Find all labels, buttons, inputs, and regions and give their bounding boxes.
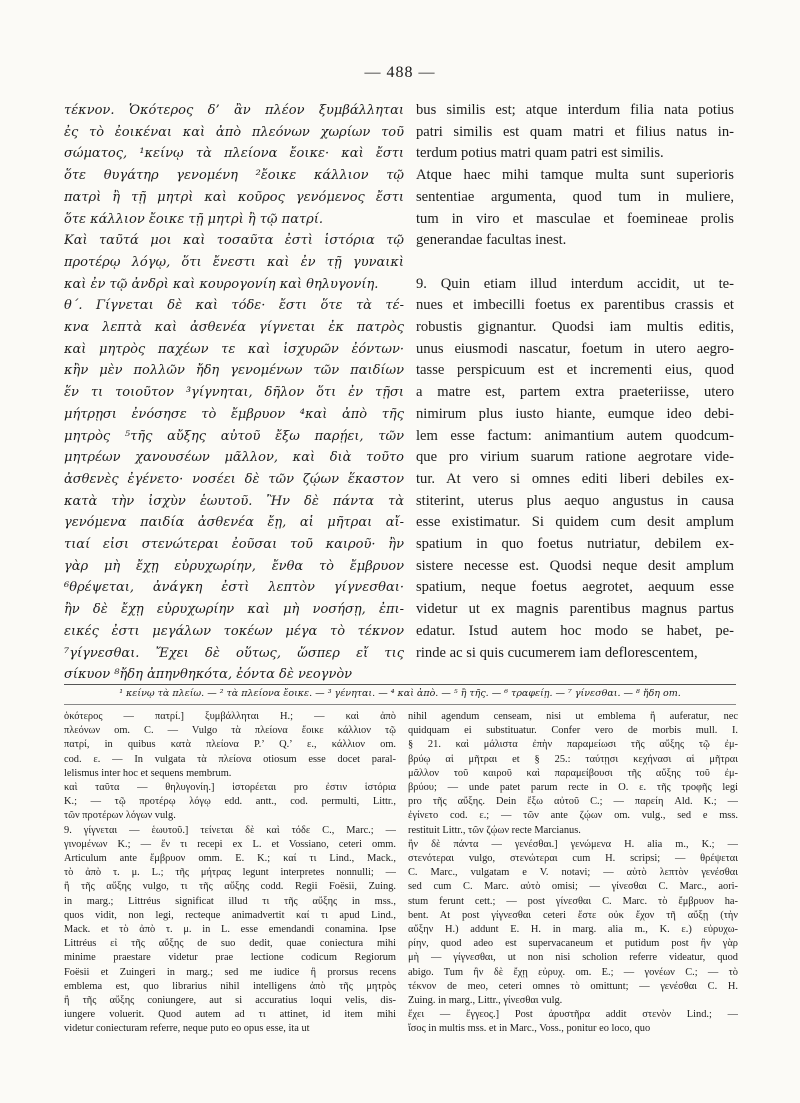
- latin-text-line: que pro virium suarum ratione aegrotare vide-: [416, 449, 734, 466]
- apparatus-line: C. Marc., vulgatam e V. notavi; — αὐτὸ λεπτὸν γενέσθαι: [408, 867, 738, 879]
- apparatus-line: sed cum C. Marc. αὐτὸ omisi; — γίνεσθαι C. Marc., aori-: [408, 881, 738, 893]
- latin-text-line: spatium, neque foetus aegrotet, aequum esse: [416, 579, 734, 596]
- apparatus-line: ἢν δὲ πάντα — γενέσθαι.] γενώμενα H. alia m., K.; —: [408, 838, 738, 850]
- greek-text-line: μητρέων χανουσέων μᾶλλον, καὶ διὰ τοῦτο: [64, 450, 404, 466]
- greek-text-line: πατρὶ ἢ τῇ μητρὶ καὶ κοῦρος γενόμενος ἔστι: [64, 189, 404, 205]
- greek-text-line: καὶ μητρὸς παχέων τε καὶ ἰσχυρῶν ἐόντων·: [64, 341, 404, 357]
- apparatus-line: quos vidit, non legi, recteque animadvertit καί τι apud Lind.,: [64, 909, 396, 921]
- apparatus-line: τέκνον de meo, ceteri omnes τὸ omittunt; — γενέσθαι C. H.: [408, 980, 738, 992]
- apparatus-line: Articulum ante ἔμβρυον omm. E. K.; καί τι Lind., Mack.,: [64, 853, 396, 865]
- apparatus-line: ἴσος in multis mss. et in Marc., Voss., ponitur eo loco, quo: [408, 1023, 651, 1035]
- apparatus-line: lelismus inter hoc et sequens membrum.: [64, 767, 232, 779]
- greek-text-line: γενόμενα παιδία ἀσθενέα ἔῃ, αἱ μῆτραι αἴ-: [64, 515, 404, 531]
- apparatus-line: 9. γίγνεται — ἑωυτοῦ.] τείνεται δὲ καὶ τόδε C., Marc.; —: [64, 824, 396, 836]
- latin-text-line: sententiae argumenta, quod tum in muliere,: [416, 188, 734, 205]
- footnotes: ¹ κείνῳ τὰ πλείω. — ² τὰ πλείονα ἔοικε. — ³ γένηται. — ⁴ καὶ ἀπὸ. — ⁵ ἢ τῆς. — ⁶ τραφείῃ. — ⁷ γίνεσθαι. — ⁸ ἤδη om.: [119, 688, 681, 699]
- latin-text-line: patri similis est quam matri et filius natus in-: [416, 123, 734, 140]
- greek-text-line: ὅτε κάλλιον ἔοικε τῇ μητρὶ ἢ τῷ πατρί.: [64, 211, 324, 227]
- apparatus-line: Mack. et τὸ ἀπὸ τ. μ. in L. esse emendandi conamina. Ipse: [64, 924, 396, 936]
- apparatus-divider: [64, 704, 736, 705]
- greek-text-line: τιαί εἰσι στενώτεραι ἐοῦσαι τοῦ καιροῦ· ἢν: [64, 537, 404, 553]
- latin-text-line: bus similis est; atque interdum filia nata potius: [416, 102, 734, 118]
- greek-text-line: προτέρῳ λόγῳ, ὅτι ἔνεστι καὶ ἐν τῇ γυναικὶ: [64, 254, 404, 270]
- latin-text-line: generandae facultas inest.: [416, 232, 567, 249]
- greek-text-line: θ΄. Γίγνεται δὲ καὶ τόδε· ἔστι ὅτε τὰ τέ-: [64, 298, 404, 314]
- page-number: — 488 —: [364, 64, 436, 81]
- latin-text-line: [416, 252, 734, 274]
- greek-text-line: ἀσθενὲς ἐγένετο· νοσέει δὲ τῶν ζῴων ἕκαστον: [64, 471, 404, 487]
- apparatus-line: stum ferunt cett.; — post γίνεσθαι C. Marc. τὸ ἔμβρυον ha-: [408, 895, 738, 907]
- latin-text-line: 9. Quin etiam illud interdum accidit, ut te-: [416, 275, 734, 292]
- latin-text-line: terdum potius matri quam patri est similis.: [416, 145, 664, 162]
- greek-text-line: σώματος, ¹κείνῳ τὰ πλείονα ἔοικε· καὶ ἔστι: [64, 146, 404, 162]
- apparatus-line: πλεόνων om. C. — Vulgo τὰ πλείονα ἔοικε κάλλιον τῷ: [64, 725, 396, 737]
- greek-text-line: μητρὸς ⁵τῆς αὔξης αὐτοῦ ἔξω παρῄει, τῶν: [64, 428, 404, 444]
- latin-text-line: spatium in quo foetus nutriatur, debilem ex-: [416, 536, 734, 553]
- latin-text-line: robustis gignantur. Quodsi iam multis editis,: [416, 319, 734, 336]
- apparatus-line: nihil agendum censeam, nisi ut emblema ἢ auferatur, nec: [408, 711, 738, 722]
- apparatus-line: ρίην, quod adeo est supervacaneum et putidum post ἢν γὰρ: [408, 938, 738, 950]
- apparatus-line: emblema est, quo librarius nihil intelligens ἀπὸ τῆς μητρὸς: [64, 980, 396, 992]
- apparatus-line: στενότεραι vulgo, στενώτεραι cum H. scripsi; — θρέψεται: [408, 853, 738, 865]
- apparatus-line: ἢ τῆς αὔξης vulgo, τι τῆς αὔξης codd. Regii Foësii, Zuing.: [64, 881, 396, 893]
- apparatus-line: Foësii et Zuingeri in marg.; sed me iudice ἢ prorsus recens: [64, 966, 396, 978]
- apparatus-line: § 21. καὶ μάλιστα ἐπὴν παραμείωσι τῆς αὔξης τῷ ἐμ-: [408, 739, 738, 751]
- apparatus-line: τῶν προτέρων λόγων vulg.: [64, 810, 176, 822]
- greek-text-line: ἢν δὲ ἔχῃ εὐρυχωρίην καὶ μὴ νοσήσῃ, ἐπι-: [64, 602, 404, 618]
- apparatus-line: cod. ε. — In vulgata τὰ πλείονα otiosum esse docet paral-: [64, 753, 396, 765]
- latin-text-line: videtur ut ex magnis parentibus magnus partus: [416, 601, 734, 618]
- latin-text-line: lem esse factum: animantium autem quodcum-: [416, 427, 734, 444]
- apparatus-line: videtur coniecturam referre, neque puto eo opus esse, ita ut: [64, 1023, 310, 1035]
- greek-text-line: εικές ἐστι μεγάλων τοκέων μέγα τὸ τέκνον: [64, 623, 404, 639]
- latin-text-line: sistere necesse est. Quodsi neque desit amplum: [416, 557, 734, 574]
- greek-text-column: [64, 100, 404, 686]
- apparatus-line: bent. At post γίγνεσθαι ceteri ἔστε οὐκ ἔχον τῆ αὔξῃ (τὴν: [408, 909, 738, 921]
- apparatus-line: γινομένων K.; — ἕν τι recepi ex L. et Vossiano, ceteri omm.: [64, 838, 396, 850]
- apparatus-line: μᾶλλον τοῦ καιροῦ καὶ παραμείβουσι τῆς αὔξης τοῦ ἐμ-: [408, 767, 738, 779]
- latin-text-line: a matre est, partem extra praeteriisse, utero: [416, 384, 734, 401]
- latin-text-line: tasse perspicuum est et incrementi eius, quod: [416, 362, 734, 379]
- latin-text-line: esse existimatur. Si quidem cum desit amplum: [416, 514, 734, 531]
- greek-text-line: μήτρῃσι ἐνόσησε τὸ ἔμβρυον ⁴καὶ ἀπὸ τῆς: [64, 406, 404, 422]
- apparatus-line: αὔξην H.) addunt E. H. in marg. alia m., K. ε.) εὐρυχω-: [408, 924, 738, 936]
- latin-text-line: tum in viro et masculae et foemineae prolis: [416, 210, 734, 227]
- latin-text-line: unus eiusmodi nascatur, foetum in utero aegro-: [416, 340, 734, 357]
- latin-text-line: tur. At vero si omnes editi liberi debiles ex-: [416, 470, 734, 487]
- greek-text-line: ἕν τι τοιοῦτον ³γίγνηται, δῆλον ὅτι ἐν τῇσι: [64, 385, 404, 401]
- greek-text-line: τέκνον. Ὁκότερος δ’ ἂν πλέον ξυμβάλληται: [64, 103, 404, 118]
- apparatus-left-column: [64, 710, 396, 1037]
- greek-text-line: ⁷γίγνεσθαι. Ἔχει δὲ οὕτως, ὥσπερ εἴ τις: [64, 645, 404, 661]
- footnote-divider: [64, 684, 736, 685]
- apparatus-line: ὁκότερος — πατρί.] ξυμβάλληται H.; — καὶ ἀπὸ: [64, 711, 396, 722]
- greek-text-line: ὅτε θυγάτηρ γενομένη ²ἔοικε κάλλιον τῷ: [64, 168, 404, 184]
- apparatus-line: quidquam ei substituatur. Confer vero de morbis mull. I.: [408, 725, 738, 737]
- apparatus-line: πατρί, in quibus κατὰ πλείονα P.’ Q.’ ε., κάλλιον om.: [64, 739, 396, 751]
- latin-text-line: nimirum plus iusto hiante, eumque ideo debi-: [416, 405, 734, 422]
- apparatus-line: in marg.; Littréus significat illud τι τῆς αὔξης in mss.,: [64, 895, 396, 907]
- latin-text-line: edatur. Istud autem hoc modo se habet, pe-: [416, 622, 734, 639]
- latin-text-column: [416, 100, 734, 664]
- greek-text-line: καὶ ἐν τῷ ἀνδρὶ καὶ κουρογονίη καὶ θηλυγονίη.: [64, 276, 379, 292]
- apparatus-line: abigo. Tum ἢν δὲ ἔχῃ εὐρυχ. om. E.; — γονέων C.; — τὸ: [408, 966, 738, 978]
- apparatus-line: καὶ ταῦτα — θηλυγονίη.] ἱστορέεται pro ἐστιν ἱστόρια: [64, 782, 396, 794]
- greek-text-line: κἢν μὲν πολλῶν ἤδη γενομένων τῶν παιδίων: [64, 363, 404, 379]
- apparatus-line: ἐγίνετο cod. ε.; — τῶν ante ζῴων om. vulg., sed e mss.: [408, 810, 738, 822]
- apparatus-line: ἔχει — ἔγγεος.] Post ἀρυστῆρα addit στενὸν Lind.; —: [408, 1009, 738, 1021]
- latin-text-line: Atque haec mihi tamque multa sunt superioris: [416, 167, 734, 184]
- apparatus-right-column: [408, 710, 738, 1037]
- greek-text-line: κατὰ τὴν ἰσχὺν ἑωυτοῦ. Ἢν δὲ πάντα τὰ: [64, 493, 404, 509]
- apparatus-line: iungere voluerit. Quod autem ad τι attinet, id item mihi: [64, 1009, 396, 1021]
- apparatus-line: minime praestare videtur prae lectione codicum Regiorum: [64, 952, 396, 964]
- apparatus-line: pro τῆς αὔξης. Dein ἔξω αὐτοῦ C.; — παρείη Ald. K.; —: [408, 796, 738, 808]
- apparatus-line: βρύου; — unde patet parum recte in O. ε. τῆς τροφῆς legi: [408, 782, 738, 794]
- latin-text-line: nues et imbecilli foetus ex parentibus crassis et: [416, 297, 734, 314]
- greek-text-line: Καὶ ταῦτά μοι καὶ τοσαῦτα ἐστὶ ἱστόρια τῷ: [64, 233, 404, 249]
- apparatus-line: τὸ ἀπὸ τ. μ. L.; τῆς μήτρας legunt interpretes nonnulli; —: [64, 867, 396, 879]
- apparatus-line: Littréus εἰ τῆς αὔξης de suo dedit, quae coniectura mihi: [64, 938, 396, 950]
- greek-text-line: ⁶θρέψεται, ἀνάγκη ἐστὶ λεπτὸν γίγνεσθαι·: [64, 580, 404, 596]
- apparatus-line: βρύῳ αἱ μῆτραι et § 25.: ταύτῃσι κεχήνασι αἱ μῆτραι: [408, 753, 738, 765]
- latin-text-line: stiterint, uterus plus aequo angustus in causa: [416, 492, 734, 509]
- greek-text-line: γὰρ μὴ ἔχῃ εὐρυχωρίην, ἔνθα τὸ ἔμβρυον: [64, 558, 404, 574]
- apparatus-line: Zuing. in marg., Littr., γίνεσθαι vulg.: [408, 995, 563, 1007]
- greek-text-line: ἐς τὸ ἐοικέναι καὶ ἀπὸ πλεόνων χωρίων τοῦ: [64, 124, 404, 140]
- apparatus-line: restituit Littr., τῶν ζῴων recte Marcianus.: [408, 824, 581, 836]
- apparatus-line: ἢ τῆς αὔξης coniungere, aut si accuratius loqui velis, dis-: [64, 995, 396, 1007]
- apparatus-line: μὴ — γίγνεσθαι, ut non nisi scholion referre videatur, quod: [408, 952, 738, 964]
- latin-text-line: rinde ac si quis cucumerem iam deflorescentem,: [416, 644, 698, 661]
- greek-text-line: σίκυον ⁸ἤδη ἀπηνθηκότα, ἐόντα δὲ νεογνὸν: [64, 667, 353, 683]
- greek-text-line: κνα λεπτὰ καὶ ἀσθενέα γίγνεται ἐκ πατρὸς: [64, 320, 404, 336]
- apparatus-line: K.; — τῷ προτέρῳ λόγῳ edd. antt., cod. permulti, Littr.,: [64, 796, 396, 808]
